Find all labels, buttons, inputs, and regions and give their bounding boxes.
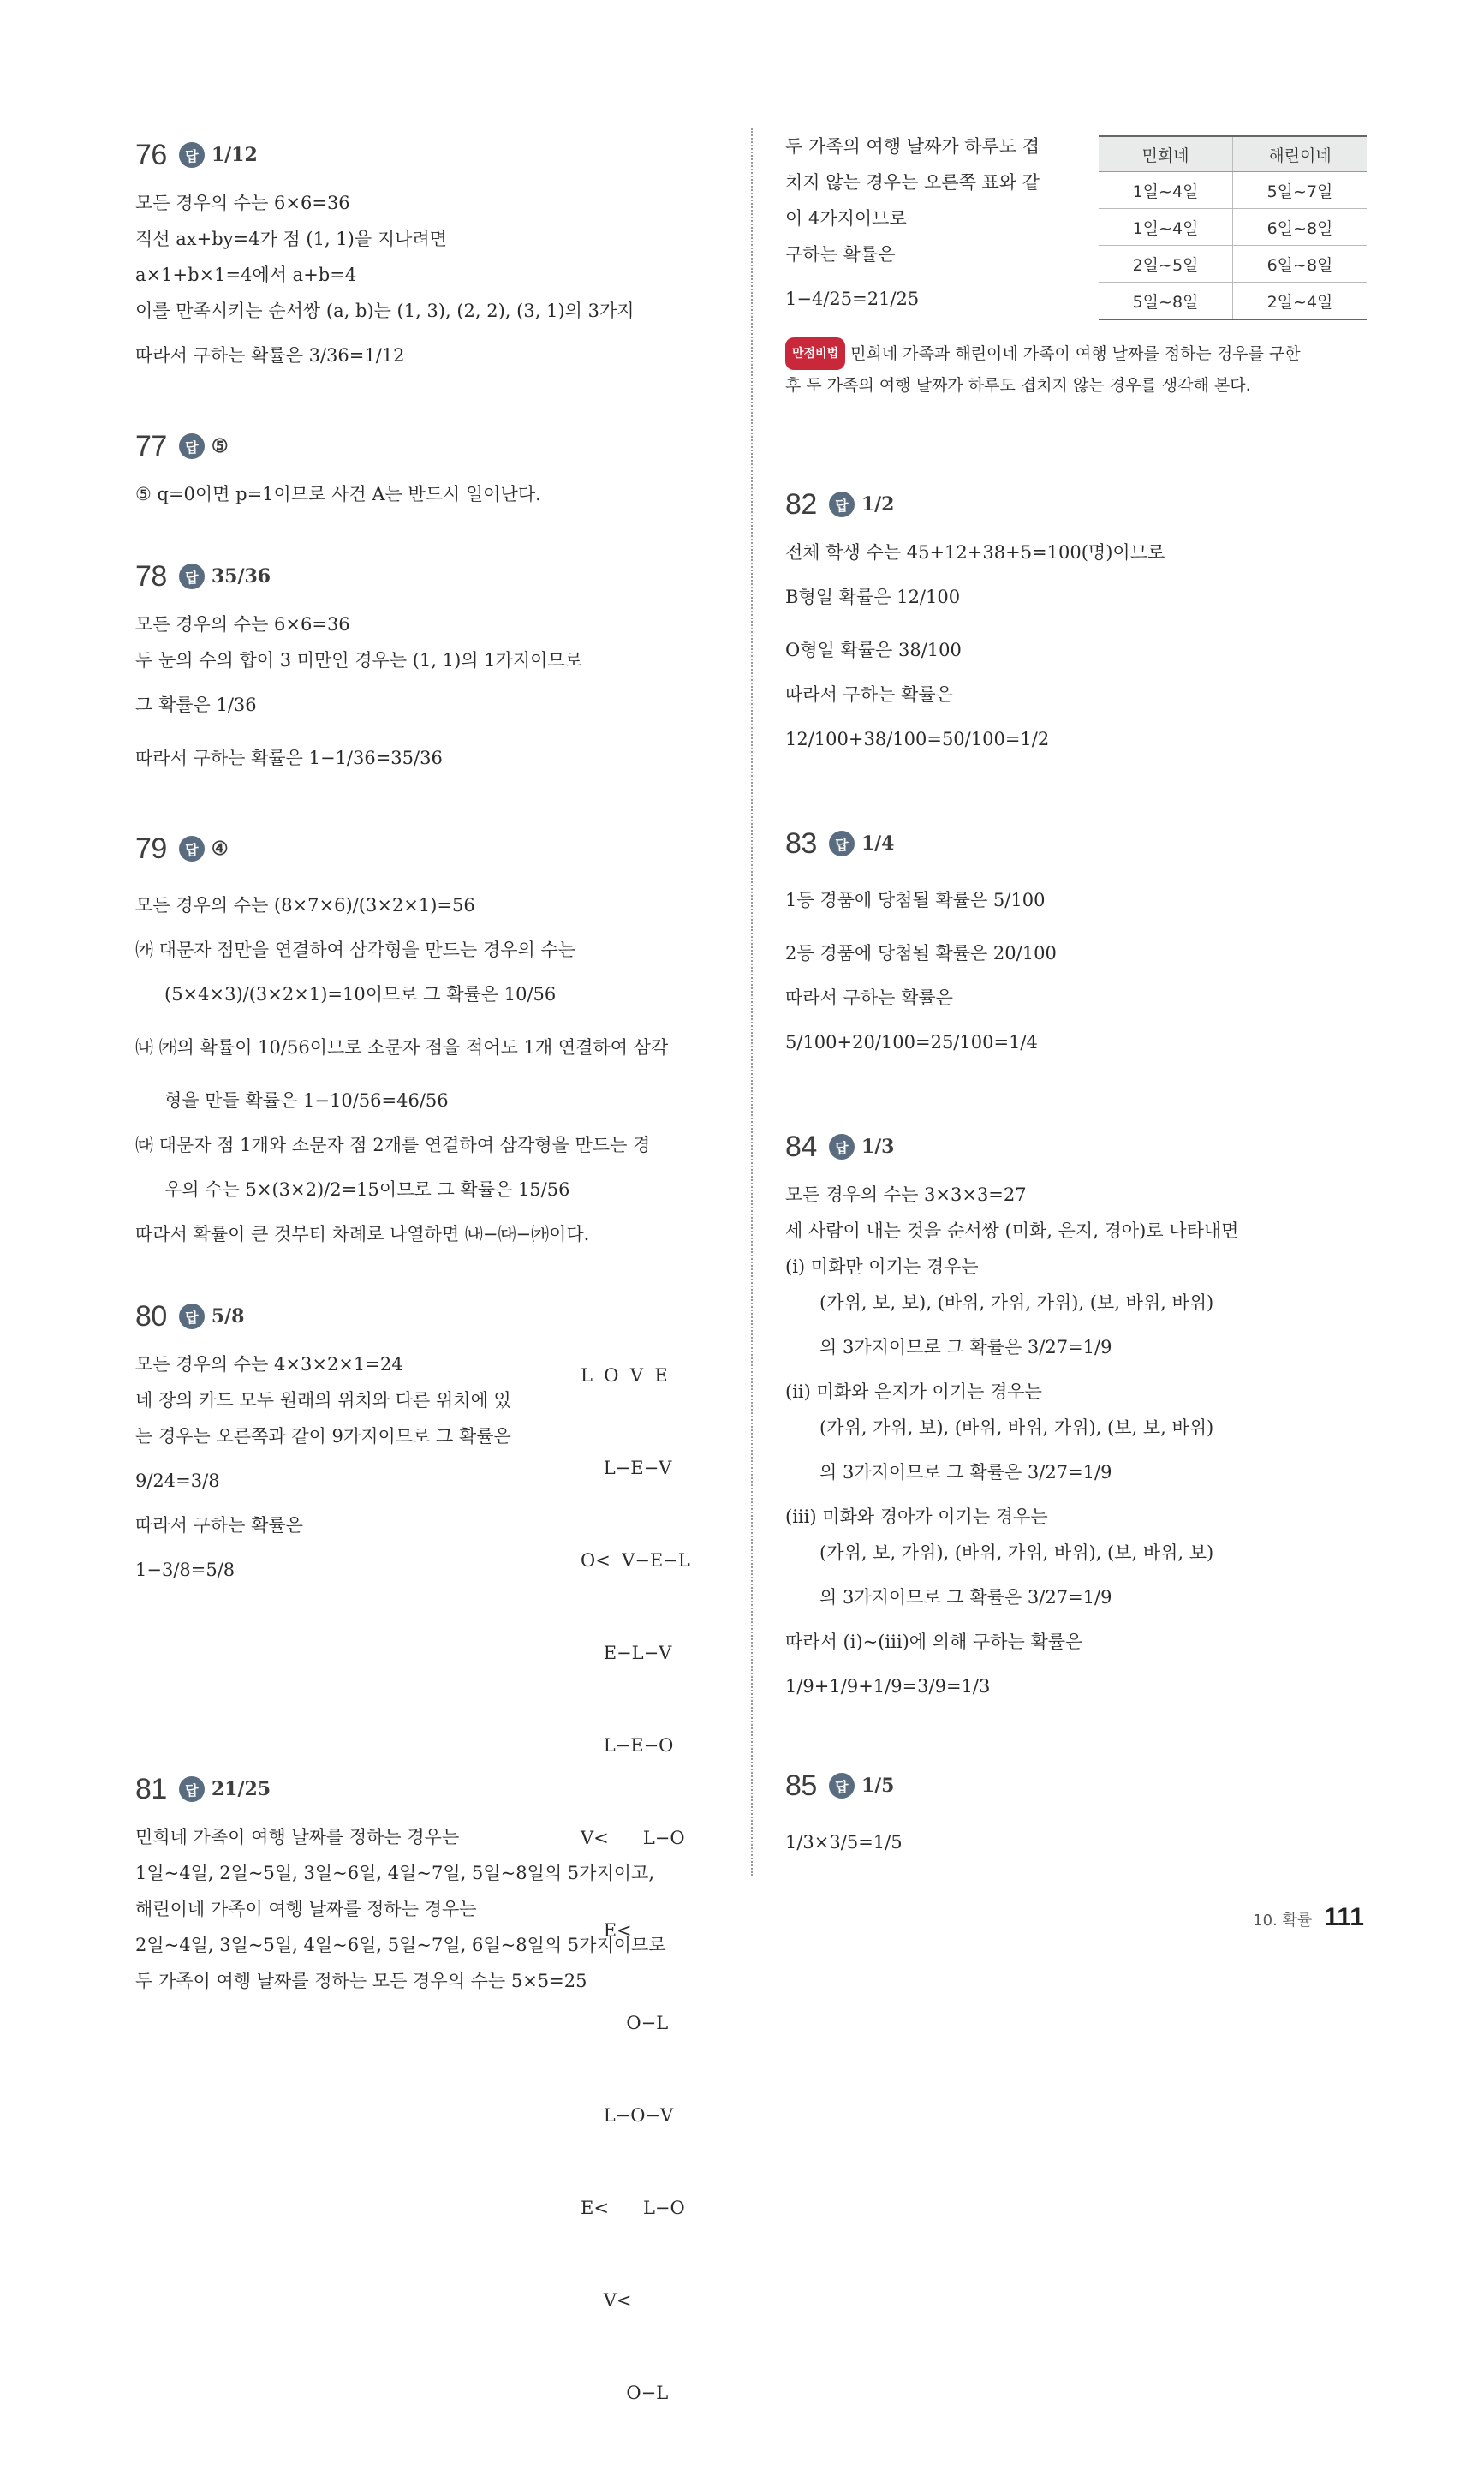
- tip-text: 민희네 가족과 해린이네 가족이 여행 날짜를 정하는 경우를 구한: [850, 344, 1301, 363]
- solution-line: 따라서 구하는 확률은 1−1/36=35/36: [135, 748, 443, 768]
- solution-line: 세 사람이 내는 것을 순서쌍 (미화, 은지, 경아)로 나타내면: [785, 1220, 1239, 1241]
- answer-value: 1/2: [861, 493, 895, 516]
- answer-value: 1/12: [211, 144, 258, 166]
- solution-line: 1−4/25=21/25: [785, 289, 920, 309]
- solution-line: ㈐ 대문자 점 1개와 소문자 점 2개를 연결하여 삼각형을 만드는 경: [135, 1135, 651, 1155]
- table-cell: 5일~8일: [1099, 283, 1233, 320]
- solution-line: 두 눈의 수의 합이 3 미만인 경우는 (1, 1)의 1가지이므로: [135, 650, 583, 671]
- solution-line: 5/100+20/100=25/100=1/4: [785, 1032, 1038, 1053]
- solution-line: 직선 ax+by=4가 점 (1, 1)을 지나려면: [135, 229, 447, 249]
- answer-value: 35/36: [211, 565, 271, 588]
- solution-line: 민희네 가족이 여행 날짜를 정하는 경우는: [135, 1827, 460, 1847]
- tree-row: L O V E: [581, 1365, 668, 1386]
- tip-badge: 만점비법: [785, 337, 845, 370]
- problem-83: [785, 817, 1376, 1069]
- tree-row: O< V−E−L: [581, 1550, 690, 1571]
- tree-row: E< L−O: [581, 2198, 685, 2218]
- table-cell: 1일~4일: [1099, 209, 1233, 246]
- solution-line: 따라서 (i)~(iii)에 의해 구하는 확률은: [785, 1632, 1083, 1652]
- solution-line: 치지 않는 경우는 오른쪽 표와 같: [785, 172, 1040, 193]
- answer-value: 1/3: [861, 1136, 895, 1158]
- answer-badge: 답: [829, 1773, 855, 1799]
- problem-79: [135, 822, 718, 1252]
- answer-badge: 답: [829, 831, 855, 856]
- solution-line: (iii) 미화와 경아가 이기는 경우는: [785, 1506, 1048, 1527]
- solution-line: O형일 확률은 38/100: [785, 640, 962, 660]
- solution-line: (가위, 보, 보), (바위, 가위, 가위), (보, 바위, 바위): [819, 1292, 1214, 1313]
- solution-line: 따라서 구하는 확률은: [785, 987, 953, 1008]
- problem-header: [135, 128, 718, 182]
- tree-row: V<: [581, 2290, 632, 2311]
- solution-line: 따라서 구하는 확률은: [785, 684, 953, 705]
- table-cell: 2일~4일: [1233, 283, 1368, 320]
- problem-76: [135, 128, 718, 382]
- problem-header: [785, 1120, 1376, 1173]
- tree-row: L−E−V: [581, 1458, 672, 1478]
- answer-badge: 답: [179, 1304, 205, 1329]
- answer-value: 5/8: [211, 1305, 245, 1327]
- problem-number: 81: [135, 1772, 167, 1805]
- solution-line: (i) 미화만 이기는 경우는: [785, 1256, 979, 1277]
- problem-header: [135, 550, 718, 603]
- solution-line: ⑤ q=0이면 p=1이므로 사건 A는 반드시 일어난다.: [135, 484, 541, 504]
- problem-number: 78: [135, 559, 167, 593]
- tip-text: 후 두 가족의 여행 날짜가 하루도 겹치지 않는 경우를 생각해 본다.: [785, 376, 1251, 395]
- solution-line: 따라서 구하는 확률은: [135, 1515, 303, 1536]
- problem-number: 83: [785, 826, 817, 860]
- solution-line: ㈎ 대문자 점만을 연결하여 삼각형을 만드는 경우의 수는: [135, 940, 576, 960]
- solution-line: 모든 경우의 수는 (8×7×6)/(3×2×1)=56: [135, 895, 475, 916]
- solution-line: 네 장의 카드 모두 원래의 위치와 다른 위치에 있: [135, 1390, 511, 1411]
- table-row: [1099, 209, 1367, 246]
- page-footer: [1253, 1903, 1364, 1932]
- solution-line: B형일 확률은 12/100: [785, 587, 961, 607]
- answer-value: 1/5: [861, 1775, 895, 1797]
- left-column: [135, 128, 718, 2403]
- solution-line: 9/24=3/8: [135, 1471, 220, 1491]
- solution-line: 1/9+1/9+1/9=3/9=1/3: [785, 1676, 991, 1697]
- table-cell: 6일~8일: [1233, 246, 1368, 283]
- solution-line: 그 확률은 1/36: [135, 695, 257, 715]
- answer-badge: 답: [829, 1134, 855, 1160]
- solution-line: 는 경우는 오른쪽과 같이 9가지이므로 그 확률은: [135, 1426, 511, 1447]
- solution-line: 두 가족의 여행 날짜가 하루도 겹: [785, 136, 1040, 157]
- right-column: [785, 128, 1376, 1906]
- problem-84: [785, 1120, 1376, 1713]
- solution-line: 1−3/8=5/8: [135, 1560, 235, 1580]
- solution-line: 2일~4일, 3일~5일, 4일~6일, 5일~7일, 6일~8일의 5가지이므로: [135, 1935, 666, 1955]
- tree-row: E−L−V: [581, 1643, 672, 1663]
- table-row: [1099, 172, 1367, 209]
- solution-line: 해린이네 가족이 여행 날짜를 정하는 경우는: [135, 1899, 477, 1919]
- tree-row: L−E−O: [581, 1735, 674, 1756]
- solution-line: (5×4×3)/(3×2×1)=10이므로 그 확률은 10/56: [164, 984, 557, 1005]
- problem-header: [135, 420, 718, 473]
- chapter-label: 10. 확률: [1253, 1912, 1313, 1930]
- problem-number: 79: [135, 832, 167, 865]
- schedule-table: [1099, 135, 1367, 320]
- problem-number: 76: [135, 138, 167, 171]
- problem-number: 82: [785, 487, 817, 521]
- solution-line: a×1+b×1=4에서 a+b=4: [135, 265, 357, 285]
- table-header-row: [1099, 136, 1367, 172]
- tree-diagram: [581, 1298, 726, 2470]
- column-divider: [751, 128, 753, 1876]
- solution-line: 1등 경품에 당첨될 확률은 5/100: [785, 890, 1046, 910]
- table-cell: 6일~8일: [1233, 209, 1368, 246]
- answer-badge: 답: [179, 1776, 205, 1802]
- answer-value: ④: [211, 838, 229, 860]
- problem-number: 77: [135, 429, 167, 462]
- solution-line: 1일~4일, 2일~5일, 3일~6일, 4일~7일, 5일~8일의 5가지이고,: [135, 1863, 654, 1883]
- solution-line: ㈏ ㈎의 확률이 10/56이므로 소문자 점을 적어도 1개 연결하여 삼각: [135, 1037, 669, 1058]
- solution-line: (가위, 보, 가위), (바위, 가위, 바위), (보, 바위, 보): [819, 1542, 1214, 1563]
- page-number: 111: [1324, 1903, 1364, 1931]
- column-header: 민희네: [1099, 136, 1233, 172]
- solution-line: 모든 경우의 수는 4×3×2×1=24: [135, 1354, 403, 1375]
- solution-line: 형을 만들 확률은 1−10/56=46/56: [164, 1090, 449, 1111]
- problem-header: [785, 817, 1376, 870]
- tree-row: V< L−O: [581, 1828, 685, 1848]
- answer-badge: 답: [179, 836, 205, 862]
- solution-line: 우의 수는 5×(3×2)/2=15이므로 그 확률은 15/56: [164, 1179, 570, 1200]
- problem-number: 84: [785, 1130, 817, 1163]
- solution-line: 모든 경우의 수는 6×6=36: [135, 193, 350, 213]
- solution-line: 모든 경우의 수는 3×3×3=27: [785, 1184, 1027, 1205]
- tree-row: O−L: [581, 2383, 669, 2403]
- solution-line: 따라서 구하는 확률은 3/36=1/12: [135, 345, 405, 366]
- solution-line: (ii) 미화와 은지가 이기는 경우는: [785, 1381, 1042, 1402]
- solution-line: 모든 경우의 수는 6×6=36: [135, 614, 350, 635]
- solution-line: 구하는 확률은: [785, 244, 896, 265]
- solution-line: 두 가족이 여행 날짜를 정하는 모든 경우의 수는 5×5=25: [135, 1971, 587, 1991]
- table-cell: 1일~4일: [1099, 172, 1233, 209]
- solution-line: 12/100+38/100=50/100=1/2: [785, 729, 1050, 749]
- answer-badge: 답: [179, 564, 205, 589]
- answer-badge: 답: [179, 433, 205, 459]
- answer-value: 1/4: [861, 832, 895, 855]
- problem-number: 85: [785, 1769, 817, 1802]
- solution-line: 의 3가지이므로 그 확률은 3/27=1/9: [819, 1587, 1112, 1608]
- solution-line: 이 4가지이므로: [785, 208, 907, 229]
- solution-line: 의 3가지이므로 그 확률은 3/27=1/9: [819, 1337, 1112, 1357]
- table-row: [1099, 246, 1367, 283]
- solution-line: 따라서 확률이 큰 것부터 차례로 나열하면 ㈏−㈐−㈎이다.: [135, 1224, 590, 1244]
- problem-number: 80: [135, 1299, 167, 1333]
- tip-box: [785, 337, 1376, 401]
- solution-line: 의 3가지이므로 그 확률은 3/27=1/9: [819, 1462, 1112, 1483]
- answer-badge: 답: [829, 492, 855, 517]
- problem-85: [785, 1759, 1376, 1869]
- problem-header: [785, 1759, 1376, 1812]
- problem-78: [135, 550, 718, 785]
- answer-badge: 답: [179, 142, 205, 168]
- solution-line: (가위, 가위, 보), (바위, 바위, 가위), (보, 보, 바위): [819, 1417, 1214, 1438]
- column-header: 해린이네: [1233, 136, 1368, 172]
- problem-81-continued: [785, 128, 1376, 401]
- problem-header: [785, 478, 1376, 531]
- problem-77: [135, 420, 718, 512]
- answer-value: ⑤: [211, 435, 229, 457]
- tree-row: O−L: [581, 2013, 669, 2033]
- table-cell: 5일~7일: [1233, 172, 1368, 209]
- solution-line: 전체 학생 수는 45+12+38+5=100(명)이므로: [785, 542, 1165, 563]
- table-row: [1099, 283, 1367, 320]
- table-cell: 2일~5일: [1099, 246, 1233, 283]
- tree-row: L−O−V: [581, 2105, 674, 2126]
- solution-line: 이를 만족시키는 순서쌍 (a, b)는 (1, 3), (2, 2), (3, 1)의 3가지: [135, 301, 635, 321]
- answer-value: 21/25: [211, 1778, 271, 1800]
- problem-header: [135, 822, 718, 875]
- tree-row: E<: [581, 1920, 632, 1941]
- solution-line: 2등 경품에 당첨될 확률은 20/100: [785, 943, 1057, 964]
- solution-line: 1/3×3/5=1/5: [785, 1832, 903, 1852]
- problem-82: [785, 478, 1376, 766]
